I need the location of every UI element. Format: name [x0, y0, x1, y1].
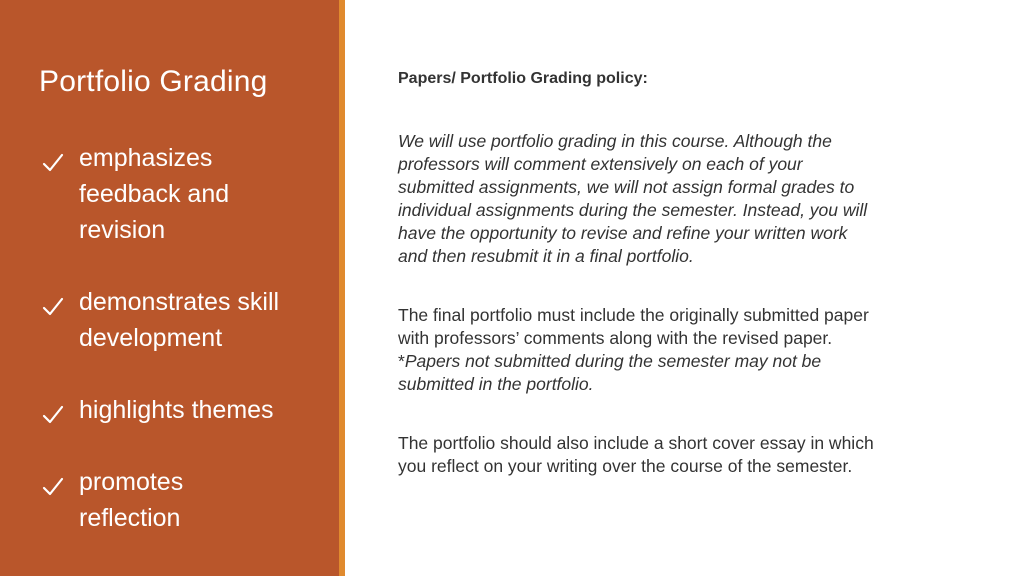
bullet-text: [79, 284, 330, 356]
final-note-line: submitted in the portfolio.: [398, 374, 594, 394]
final-line: with professors’ comments along with the revised paper.: [398, 328, 833, 348]
checkmark-icon: [42, 471, 64, 491]
bullet-text: [79, 464, 330, 536]
checkmark-icon: [42, 399, 64, 419]
checkmark-icon: [42, 147, 64, 167]
bullet-line: development: [79, 324, 223, 352]
note-text: Papers not submitted during the semester may not be: [404, 351, 822, 371]
final-portfolio-paragraph: [398, 304, 958, 396]
bullet-item-themes: [40, 392, 330, 428]
bullet-line: promotes: [79, 468, 184, 496]
bullet-line: demonstrates skill: [79, 288, 280, 316]
note-asterisk: *: [398, 351, 405, 371]
intro-line: We will use portfolio grading in this course. Although the: [398, 131, 832, 151]
bullet-item-skill: [40, 284, 330, 356]
cover-line: The portfolio should also include a short cover essay in which: [398, 433, 874, 453]
accent-strip: [339, 0, 345, 576]
left-panel: [0, 0, 339, 576]
bullet-line: emphasizes: [79, 144, 213, 172]
slide-title: Portfolio Grading: [39, 65, 268, 98]
cover-line: you reflect on your writing over the course of the semester.: [398, 456, 853, 476]
policy-intro-paragraph: [398, 130, 943, 268]
intro-line: submitted assignments, we will not assign formal grades to: [398, 177, 855, 197]
policy-heading: Papers/ Portfolio Grading policy:: [398, 70, 648, 87]
intro-line: individual assignments during the semester. Instead, you will: [398, 200, 868, 220]
checkmark-icon: [42, 291, 64, 311]
bullet-line: highlights themes: [79, 396, 274, 424]
final-note-line: [398, 350, 958, 373]
intro-line: and then resubmit it in a final portfolio.: [398, 246, 694, 266]
intro-line: have the opportunity to revise and refine your written work: [398, 223, 848, 243]
bullet-line: reflection: [79, 504, 181, 532]
cover-essay-paragraph: [398, 432, 958, 478]
bullet-text: [79, 392, 330, 428]
bullet-text: [79, 140, 330, 248]
bullet-item-feedback: [40, 140, 330, 248]
bullet-item-reflection: [40, 464, 330, 536]
bullet-line: feedback and: [79, 180, 230, 208]
bullet-list: [40, 140, 330, 572]
final-line: The final portfolio must include the originally submitted paper: [398, 305, 869, 325]
bullet-line: revision: [79, 216, 166, 244]
intro-line: professors will comment extensively on each of your: [398, 154, 803, 174]
